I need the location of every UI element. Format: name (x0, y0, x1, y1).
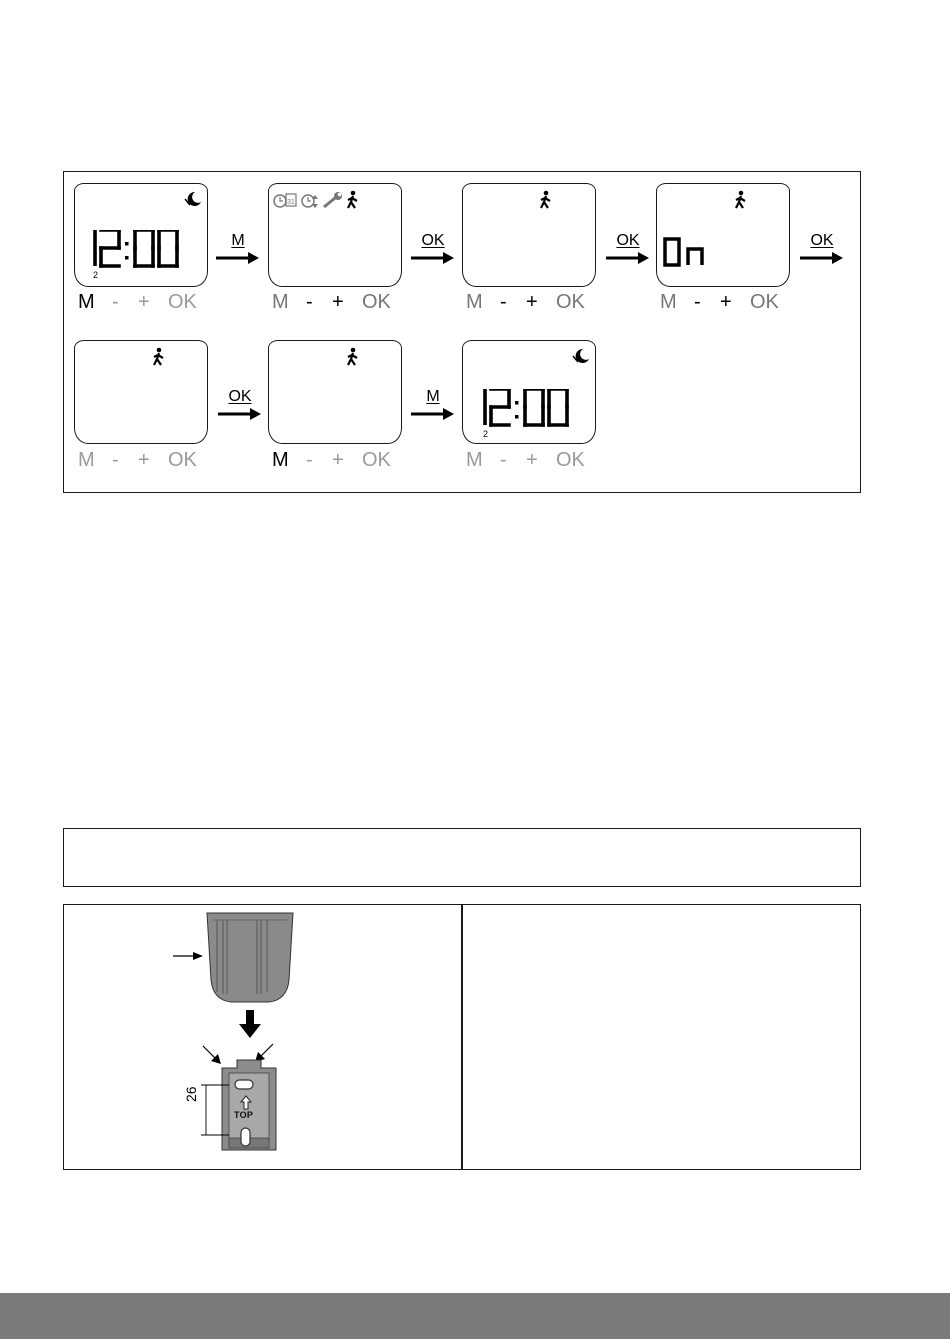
clock-sub-indicator: 2 (483, 429, 489, 439)
down-arrow-icon (239, 1010, 261, 1038)
ok-button[interactable]: OK (362, 290, 391, 313)
clock-sub-indicator: 2 (93, 270, 99, 280)
colon-dot (515, 401, 519, 405)
ok-button[interactable]: OK (556, 290, 585, 313)
button-row (272, 290, 396, 314)
ok-button[interactable]: OK (750, 290, 779, 313)
m-button[interactable]: M (466, 290, 483, 313)
lcd-screen-absence (462, 183, 596, 287)
step-arrow (216, 232, 260, 272)
mounting-table-divider (461, 904, 463, 1170)
step-arrow (606, 232, 650, 272)
footer-bar (0, 1293, 950, 1339)
moon-icon (571, 347, 591, 365)
step-arrow (800, 232, 844, 272)
step-arrow (411, 388, 455, 428)
clock-digit (135, 230, 153, 266)
right-arrow-icon (411, 406, 455, 422)
right-arrow-icon (218, 406, 262, 422)
m-button[interactable]: M (78, 290, 95, 313)
m-button[interactable]: M (272, 290, 289, 313)
mounting-illustration (165, 910, 365, 1160)
clock-change-icon (300, 191, 320, 209)
ok-button[interactable]: OK (362, 448, 391, 471)
walking-person-icon (345, 347, 361, 367)
minus-button[interactable]: - (306, 448, 313, 471)
pointer-arrow-icon (255, 1044, 273, 1062)
lcd-screen-absence (268, 340, 402, 444)
button-row (466, 448, 590, 472)
clock-digit (525, 389, 543, 425)
right-arrow-icon (411, 250, 455, 266)
dimension-value: 26 (183, 1086, 199, 1102)
pointer-arrow-icon (173, 952, 203, 960)
arrow-label: M (231, 232, 245, 249)
arrow-label: OK (810, 232, 834, 249)
wall-plate (222, 1060, 276, 1150)
walking-person-icon (151, 347, 167, 367)
plus-button[interactable]: + (332, 448, 344, 471)
clock-digit (491, 389, 509, 425)
ok-button[interactable]: OK (556, 448, 585, 471)
plus-button[interactable]: + (526, 448, 538, 471)
button-row (466, 290, 590, 314)
m-button[interactable]: M (466, 448, 483, 471)
colon-dot (515, 415, 519, 419)
minus-button[interactable]: - (112, 290, 119, 313)
note-box (63, 828, 861, 887)
clock-digits (89, 230, 189, 270)
svg-text:31: 31 (287, 199, 295, 206)
plus-button[interactable]: + (332, 290, 344, 313)
lcd-screen-clock (74, 183, 208, 287)
button-row (78, 290, 202, 314)
arrow-label: OK (228, 388, 252, 405)
plus-button[interactable]: + (138, 448, 150, 471)
minus-button[interactable]: - (500, 448, 507, 471)
walking-person-icon (538, 190, 554, 210)
colon-dot (125, 242, 129, 246)
minus-button[interactable]: - (694, 290, 701, 313)
clock-digits (479, 389, 579, 429)
plus-button[interactable]: + (138, 290, 150, 313)
walking-person-icon (345, 190, 361, 210)
clock-digit (159, 230, 177, 266)
m-button[interactable]: M (78, 448, 95, 471)
step-arrow (411, 232, 455, 272)
button-row (660, 290, 784, 314)
arrow-label: OK (421, 232, 445, 249)
pointer-arrow-icon (203, 1046, 221, 1064)
arrow-label: OK (616, 232, 640, 249)
plus-button[interactable]: + (720, 290, 732, 313)
lcd-screen-menu (268, 183, 402, 287)
clock-calendar-icon (273, 191, 297, 209)
walking-person-icon (733, 190, 749, 210)
clock-digit (549, 389, 567, 425)
button-row (78, 448, 202, 472)
right-arrow-icon (606, 250, 650, 266)
minus-button[interactable]: - (112, 448, 119, 471)
right-arrow-icon (800, 250, 844, 266)
ok-button[interactable]: OK (168, 290, 197, 313)
plate-top-label: TOP (234, 1110, 254, 1120)
minus-button[interactable]: - (306, 290, 313, 313)
m-button[interactable]: M (660, 290, 677, 313)
lcd-screen-absence (74, 340, 208, 444)
device-cover (207, 913, 293, 1002)
plus-button[interactable]: + (526, 290, 538, 313)
right-arrow-icon (216, 250, 260, 266)
colon-dot (125, 256, 129, 260)
arrow-label: M (426, 388, 440, 405)
lcd-screen-clock (462, 340, 596, 444)
minus-button[interactable]: - (500, 290, 507, 313)
button-row (272, 448, 396, 472)
on-text-segments (662, 237, 712, 267)
m-button[interactable]: M (272, 448, 289, 471)
wrench-icon (322, 191, 344, 209)
ok-button[interactable]: OK (168, 448, 197, 471)
lcd-screen-absence-on (656, 183, 790, 287)
clock-digit (101, 230, 119, 266)
step-arrow (218, 388, 262, 428)
moon-icon (183, 190, 203, 208)
